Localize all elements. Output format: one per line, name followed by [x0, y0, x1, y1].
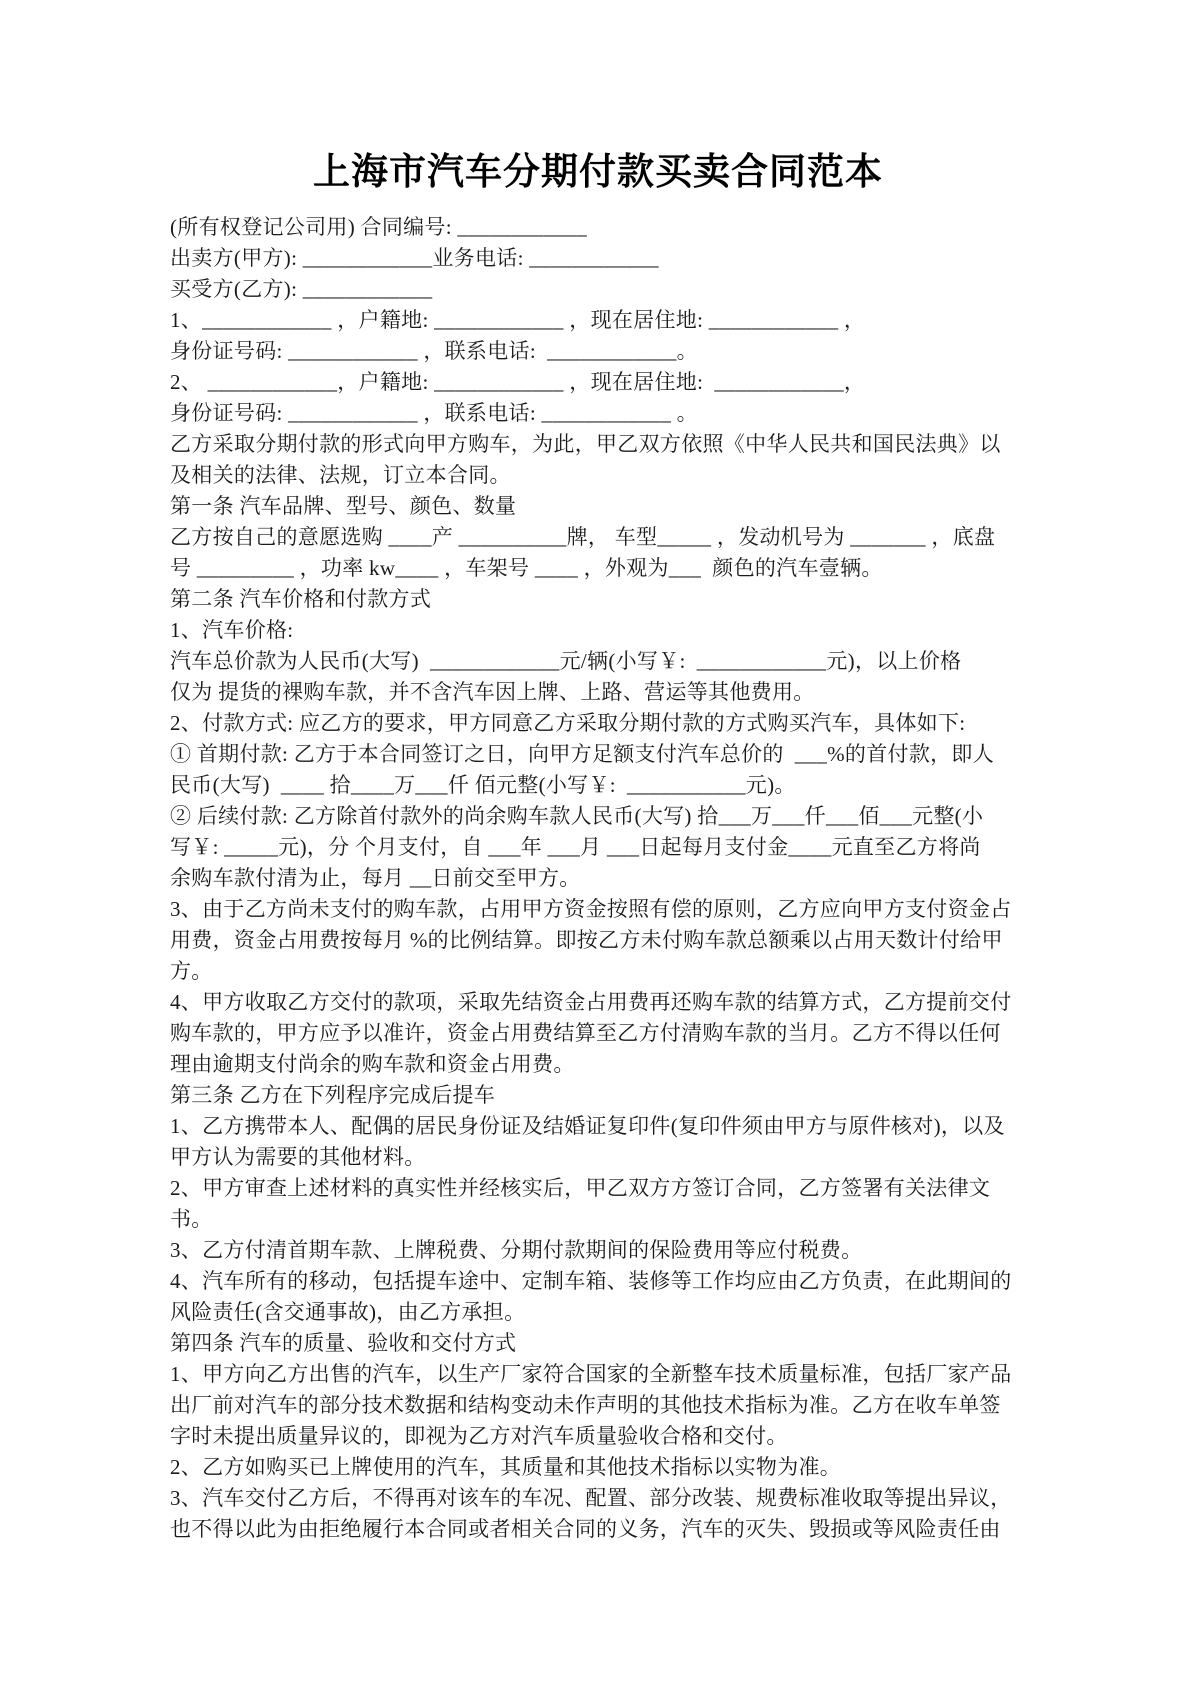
text-line: 3、乙方付清首期车款、上牌税费、分期付款期间的保险费用等应付税费。: [170, 1238, 863, 1262]
text-line: 及相关的法律、法规，订立本合同。: [170, 463, 511, 487]
document-body: [170, 212, 1026, 1545]
text-line: 身份证号码: ____________ ，联系电话: ____________ 。: [170, 401, 698, 425]
text-line: 甲方认为需要的其他材料。: [170, 1145, 426, 1169]
text-line: 1、汽车价格:: [170, 618, 294, 642]
text-line: 第四条 汽车的质量、验收和交付方式: [170, 1331, 517, 1355]
text-line: 2、付款方式: 应乙方的要求，甲方同意乙方采取分期付款的方式购买汽车，具体如下:: [170, 711, 966, 735]
text-line: 第一条 汽车品牌、型号、颜色、数量: [170, 494, 517, 518]
text-line: 方。: [170, 959, 213, 983]
text-line: ① 首期付款: 乙方于本合同签订之日，向甲方足额支付汽车总价的 ___%的首付款，即人: [170, 742, 995, 766]
text-line: 风险责任(含交通事故)，由乙方承担。: [170, 1300, 526, 1324]
text-line: 号 _________ ，功率 kw____ ，车架号 ____ ，外观为___ 颜色的汽车壹辆。: [170, 556, 883, 580]
text-line: 出卖方(甲方): ____________业务电话: ____________: [170, 246, 659, 270]
text-line: 第三条 乙方在下列程序完成后提车: [170, 1083, 496, 1107]
text-line: 乙方按自己的意愿选购 ____产 __________牌， 车型_____ ，发动机号为 _______ ，底盘: [170, 525, 996, 549]
text-line: 也不得以此为由拒绝履行本合同或者相关合同的义务，汽车的灭失、毁损或等风险责任由: [170, 1517, 1001, 1541]
text-line: 1、甲方向乙方出售的汽车，以生产厂家符合国家的全新整车技术质量标准，包括厂家产品: [170, 1362, 1012, 1386]
text-line: 写￥: _____元)，分 个月支付，自 ___年 ___月 ___日起每月支付金____元直至乙方将尚: [170, 835, 981, 859]
text-line: 2、甲方审查上述材料的真实性并经核实后，甲乙双方方签订合同，乙方签署有关法律文书。: [170, 1176, 991, 1231]
text-line: 汽车总价款为人民币(大写) ____________元/辆(小写￥: ____________元)，以上价格: [170, 649, 962, 673]
text-line: 用费，资金占用费按每月 %的比例结算。即按乙方未付购车款总额乘以占用天数计付给甲: [170, 928, 1003, 952]
text-line: 3、汽车交付乙方后，不得再对该车的车况、配置、部分改装、规费标准收取等提出异议，: [170, 1486, 1012, 1510]
text-line: 2、乙方如购买已上牌使用的汽车，其质量和其他技术指标以实物为准。: [170, 1455, 842, 1479]
text-line: 4、甲方收取乙方交付的款项，采取先结资金占用费再还购车款的结算方式，乙方提前交付: [170, 990, 1012, 1014]
text-line: 买受方(乙方): ____________: [170, 277, 433, 301]
text-line: 民币(大写) ____ 拾____万___仟 佰元整(小写￥: ___________元)。: [170, 773, 796, 797]
text-line: 出厂前对汽车的部分技术数据和结构变动未作声明的其他技术指标为准。乙方在收车单签: [170, 1393, 1001, 1417]
text-line: 购车款的，甲方应予以准许，资金占用费结算至乙方付清购车款的当月。乙方不得以任何: [170, 1021, 1001, 1045]
text-line: 字时未提出质量异议的，即视为乙方对汽车质量验收合格和交付。: [170, 1424, 788, 1448]
text-line: 第二条 汽车价格和付款方式: [170, 587, 432, 611]
text-line: 身份证号码: ____________ ，联系电话: ____________。: [170, 339, 698, 363]
text-line: 1、____________ ，户籍地: ____________ ，现在居住地: ____________ ，: [170, 308, 866, 332]
document-title: 上海市汽车分期付款买卖合同范本: [313, 152, 883, 193]
text-line: 乙方采取分期付款的形式向甲方购车，为此，甲乙双方依照《中华人民共和国民法典》以: [170, 432, 1001, 456]
text-line: 4、汽车所有的移动，包括提车途中、定制车箱、装修等工作均应由乙方负责，在此期间的: [170, 1269, 1012, 1293]
text-line: 1、乙方携带本人、配偶的居民身份证及结婚证复印件(复印件须由甲方与原件核对)，以及: [170, 1114, 1005, 1138]
text-line: 3、由于乙方尚未支付的购车款，占用甲方资金按照有偿的原则，乙方应向甲方支付资金占: [170, 897, 1012, 921]
text-line: 2、 ____________，户籍地: ____________ ，现在居住地: ____________，: [170, 370, 866, 394]
text-line: (所有权登记公司用) 合同编号: ____________: [170, 215, 588, 239]
text-line: 理由逾期支付尚余的购车款和资金占用费。: [170, 1052, 575, 1076]
text-line: 仅为 提货的裸购车款，并不含汽车因上牌、上路、营运等其他费用。: [170, 680, 815, 704]
page-content: [170, 148, 1026, 1545]
text-line: 余购车款付清为止，每月 __日前交至甲方。: [170, 866, 581, 890]
text-line: ② 后续付款: 乙方除首付款外的尚余购车款人民币(大写) 拾___万___仟___佰___元整(小: [170, 804, 984, 828]
